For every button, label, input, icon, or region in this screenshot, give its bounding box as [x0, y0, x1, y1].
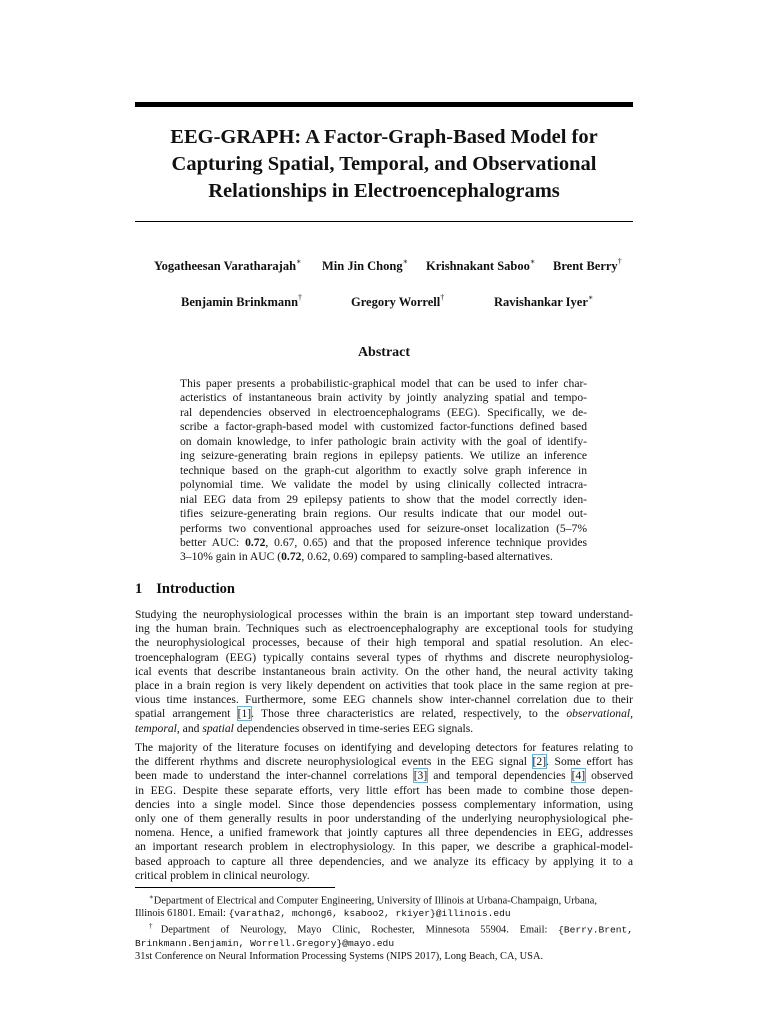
abstract-line: scribe a factor-graph-based model with customized factor-functions defined based [180, 420, 587, 434]
author-name: Gregory Worrell [351, 295, 441, 310]
abstract-body [180, 377, 587, 565]
author [154, 258, 301, 274]
body-text: . Some effort has [546, 755, 634, 769]
author-name: Yogatheesan Varatharajah [154, 259, 297, 274]
author-name: Brent Berry [553, 259, 618, 274]
body-text: , and [176, 721, 203, 735]
author-affiliation-mark: ∗ [587, 293, 594, 302]
body-line: only one of them generally results in poor understanding of the underlying neurophysiological phe- [135, 812, 633, 826]
body-line [135, 769, 633, 783]
citation-link[interactable]: [3] [413, 769, 428, 783]
body-text: spatial arrangement [135, 707, 238, 721]
footnote-text: Illinois 61801. Email: [135, 908, 229, 920]
body-line: ical events that describe instantaneous brain activity. On the other hand, the neural activity taking [135, 664, 633, 678]
body-emphasis: temporal [135, 721, 177, 735]
abstract-line: acteristics of instantaneous brain activity by jointly analyzing spatial and tempo- [180, 391, 587, 405]
paper-title [135, 124, 633, 205]
body-line: ing the human brain. Techniques such as electroencephalography are exceptional tools for studying [135, 622, 633, 636]
intro-paragraph-1 [135, 608, 633, 736]
body-line: dencies into a single model. Since those dependencies possess complementary information, using [135, 797, 633, 811]
body-emphasis: spatial [202, 721, 234, 735]
footnote-rule [135, 887, 335, 888]
abstract-line: ing seizure-generating brain regions in epilepsy patients. We utilize an inference [180, 449, 587, 463]
abstract-line: performs two conventional approaches used for seizure-onset localization (5–7% [180, 521, 587, 535]
author-affiliation-mark: † [617, 257, 622, 266]
abstract-line: polynomial time. We validate the model by using clinically collected intracra- [180, 478, 587, 492]
title-bottom-rule [135, 221, 633, 222]
footnote-email: {Berry.Brent, [558, 924, 633, 936]
conference-note: 31st Conference on Neural Information Processing Systems (NIPS 2017), Long Beach, CA, USA. [135, 950, 544, 962]
author [553, 258, 622, 274]
abstract-bold-value: 0.72 [245, 535, 266, 549]
footnote-line [135, 937, 633, 950]
abstract-text: better AUC: [180, 535, 246, 549]
author [351, 294, 444, 310]
body-text: the different rhythms and discrete neurophysiological events in the EEG signal [135, 755, 533, 769]
section-title: Introduction [156, 581, 235, 597]
footnote-mark: ∗ [149, 893, 154, 901]
body-line: troencephalogram (EEG) typically contains several types of rhythms and discrete neurophysiolog- [135, 650, 633, 664]
abstract-line: technique based on the graph-cut algorithm to exactly solve graph inference in [180, 463, 587, 477]
author-affiliation-mark: † [440, 293, 445, 302]
title-line: EEG-GRAPH: A Factor-Graph-Based Model for [170, 126, 598, 148]
body-line [135, 707, 633, 721]
body-line: The majority of the literature focuses on identifying and developing detectors for features relating to [135, 741, 633, 754]
title-line: Relationships in Electroencephalograms [208, 180, 560, 202]
author-name: Benjamin Brinkmann [181, 295, 299, 310]
body-emphasis: observational, [566, 707, 633, 721]
body-line: in EEG. Despite these separate efforts, very little effort has been made to combine those depen- [135, 783, 633, 797]
body-text: observed [585, 769, 633, 783]
footnote-mark: † [149, 922, 161, 931]
abstract-line: ral dependencies observed in electroencephalograms (EEG). Specifically, we de- [180, 405, 587, 419]
abstract-bold-value: 0.72 [281, 550, 302, 564]
citation-link[interactable]: [2] [532, 755, 547, 769]
author-affiliation-mark: † [298, 293, 303, 302]
title-line: Capturing Spatial, Temporal, and Observational [171, 153, 597, 175]
abstract-line: on domain knowledge, to infer pathologic brain activity with the goal of identify- [180, 434, 587, 448]
abstract-line [180, 550, 587, 564]
body-text: dependencies observed in time-series EEG signals. [233, 721, 474, 735]
body-text: . Those three characteristics are related, respectively, to the [251, 707, 567, 721]
footnote-email: Brinkmann.Benjamin, Worrell.Gregory}@mayo.edu [135, 937, 395, 949]
author-affiliation-mark: ∗ [402, 257, 409, 266]
abstract-text: 3–10% gain in AUC ( [180, 550, 282, 564]
body-line: an important research problem in electrophysiology. In this paper, we describe a graphical-model- [135, 840, 633, 854]
body-text: and temporal dependencies [427, 769, 572, 783]
abstract-text: , 0.67, 0.65) and that the proposed inference technique provides [265, 535, 587, 549]
author [322, 258, 408, 274]
author-name: Krishnakant Saboo [426, 259, 530, 274]
citation-link[interactable]: [1] [237, 707, 252, 721]
footnote-text: Department of Neurology, Mayo Clinic, Rochester, Minnesota 55904. Email: [160, 924, 559, 936]
abstract-heading: Abstract [357, 345, 411, 360]
author [426, 258, 535, 274]
section-number: 1 [135, 581, 143, 597]
intro-paragraph-2 [135, 741, 633, 883]
abstract-line: tifies seizure-generating brain regions. Our results indicate that our model out- [180, 507, 587, 521]
footnote-text: Department of Electrical and Computer Engineering, University of Illinois at Urbana-Champaign, Urbana, [153, 895, 597, 907]
author [494, 294, 593, 310]
footnote-line [135, 920, 633, 936]
abstract-line [180, 536, 587, 550]
body-line: nomena. Hence, a unified framework that jointly captures all three dependencies in EEG, addresses [135, 826, 633, 840]
footnote-line [135, 907, 633, 920]
body-line: place in a brain region is very likely dependent on activities that took place in the same region at pre- [135, 679, 633, 693]
body-line: Studying the neurophysiological processes within the brain is an important step toward understand- [135, 608, 633, 621]
footnote-email: {varatha2, mchong6, ksaboo2, rkiyer}@illinois.edu [228, 908, 511, 920]
abstract-text: , 0.62, 0.69) compared to sampling-based alternatives. [301, 550, 553, 564]
author-name: Ravishankar Iyer [494, 295, 588, 310]
abstract-line: nial EEG data from 29 epilepsy patients to show that the model correctly iden- [180, 492, 587, 506]
body-line [135, 722, 633, 736]
body-line [135, 755, 633, 769]
body-line: the neurophysiological processes, because of their high temporal and spatial resolution. An elec- [135, 636, 633, 650]
author-affiliation-mark: ∗ [529, 257, 536, 266]
footnote-line [135, 891, 633, 907]
author-affiliation-mark: ∗ [296, 257, 302, 266]
body-line: critical problem in clinical neurology. [135, 868, 310, 882]
title-top-rule [135, 102, 633, 107]
footnotes [135, 891, 633, 963]
author-name: Min Jin Chong [322, 259, 403, 274]
body-text: been made to understand the inter-channel correlations [135, 769, 414, 783]
author [181, 294, 302, 310]
abstract-line: This paper presents a probabilistic-graphical model that can be used to infer char- [180, 377, 587, 390]
citation-link[interactable]: [4] [571, 769, 586, 783]
body-line: vious time instances. Furthermore, some EEG channels show inter-channel correlation due to their [135, 693, 633, 707]
section-heading [135, 581, 235, 598]
body-line: based approach to capture all three dependencies, and we analyze its efficacy by applying it to a [135, 854, 633, 868]
